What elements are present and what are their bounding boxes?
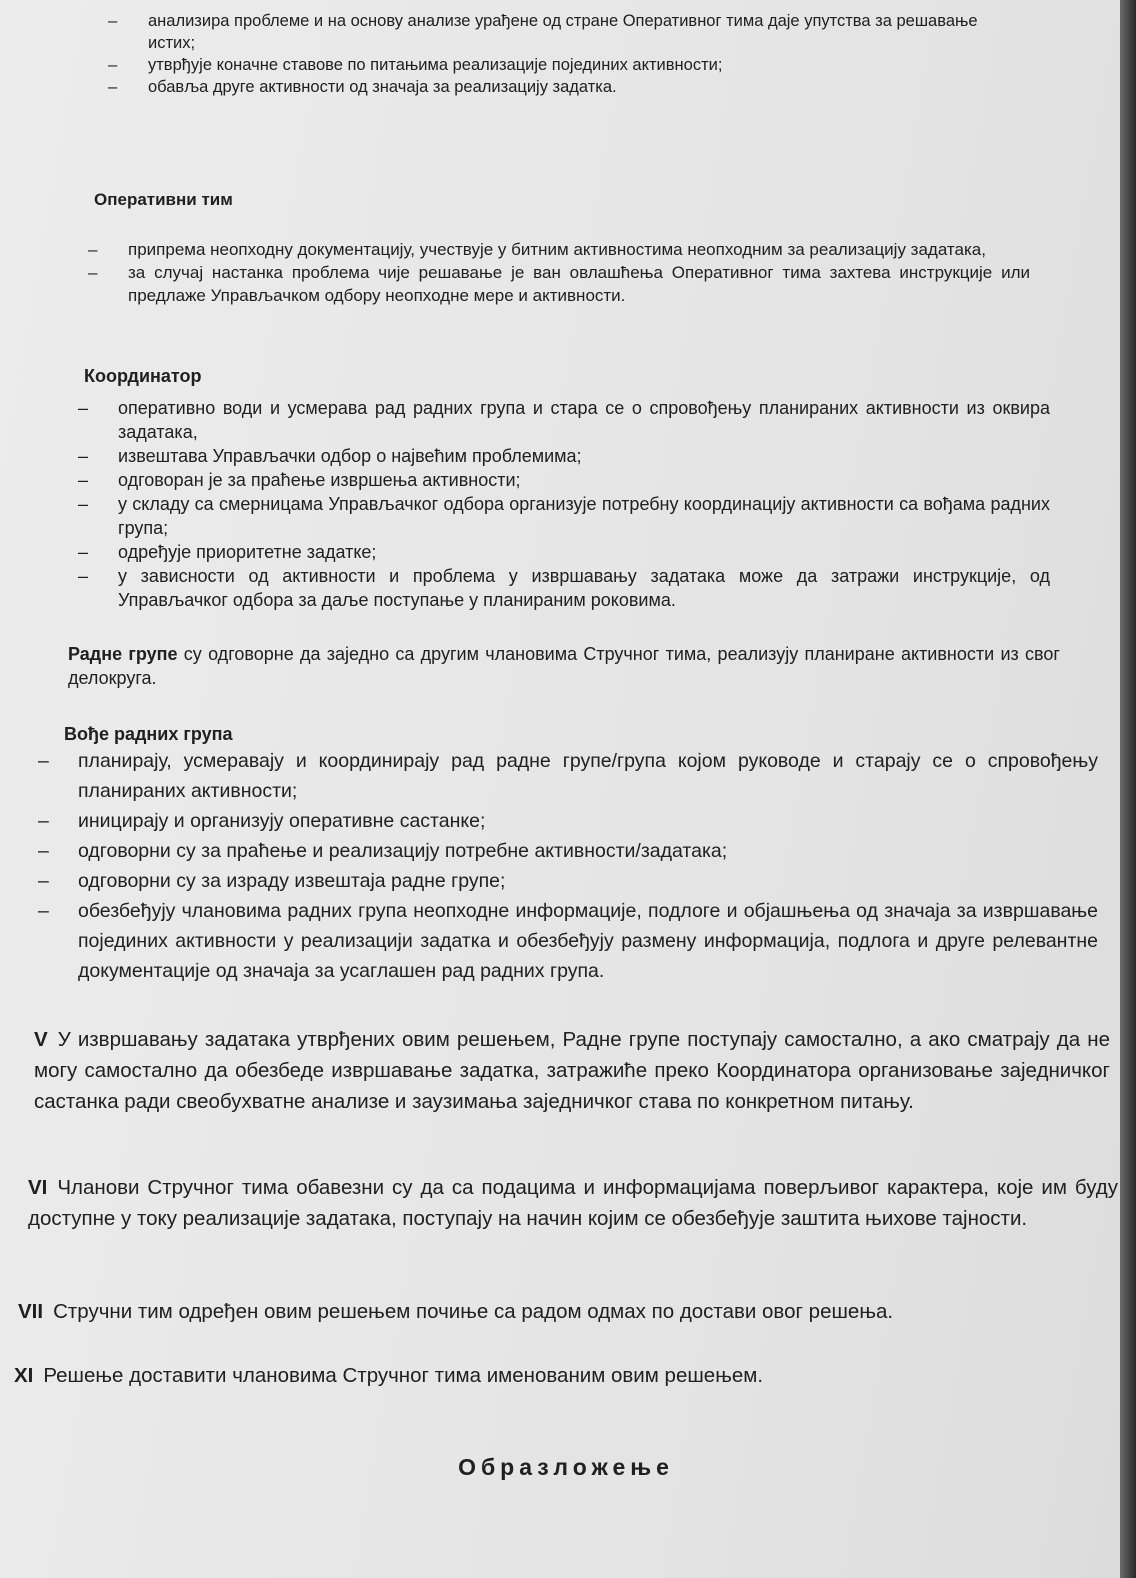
page-edge-shadow: [1120, 0, 1136, 1578]
vodje-heading: Вође радних група: [64, 724, 233, 744]
vodje-list: [30, 746, 1098, 986]
list-item: [70, 540, 1050, 564]
dash-bullet: –: [78, 398, 89, 418]
list-item-text: иницирају и организују оперативне састанке;: [78, 810, 486, 832]
dash-bullet: –: [88, 240, 98, 259]
list-item-text: одговорни су за израду извештаја радне групе;: [78, 870, 506, 892]
list-item-text: одговоран је за праћење извршења активности;: [118, 470, 521, 490]
list-item-text: анализира проблеме и на основу анализе урађене од стране Оперативног тима даје упутства за решавање истих;: [148, 12, 978, 52]
dash-bullet: –: [108, 56, 118, 74]
dash-bullet: –: [78, 470, 89, 490]
section-vi-text: Чланови Стручног тима обавезни су да са подацима и информацијама поверљивог карактера, које им буду доступне у току реализације задатака, поступају на начин којим се обезбеђује заштита њихове тајности.: [28, 1176, 1118, 1230]
list-item-text: у зависности од активности и проблема у извршавању задатака може да затражи инструкције, од Управљачког одбора за даље поступање у планираним роковима.: [118, 566, 1050, 610]
radne-grupe-paragraph: [68, 642, 1060, 690]
dash-bullet: –: [38, 840, 49, 862]
section-vii: [18, 1296, 1118, 1327]
section-vii-text: Стручни тим одређен овим решењем почиње са радом одмах по достави овог решења.: [53, 1300, 894, 1323]
list-item-text: обезбеђују члановима радних група неопходне информације, подлоге и објашњења од значаја за извршавање појединих активности у реализацији задатка и обезбеђују размену информација, подлога и друге релевантне документације од значаја за усаглашен рад радних група.: [78, 900, 1098, 982]
list-item-text: оперативно води и усмерава рад радних група и стара се о спровођењу планираних активности из оквира задатака,: [118, 398, 1050, 442]
list-item: [30, 836, 1098, 866]
obrazlozenje-heading: Образложење: [458, 1454, 674, 1480]
list-item: [100, 10, 1010, 54]
section-v: [34, 1024, 1110, 1117]
dash-bullet: –: [38, 750, 49, 772]
list-item-text: припрема неопходну документацију, учествује у битним активностима неопходним за реализацију задатака,: [128, 240, 986, 259]
operativni-heading: Оперативни тим: [94, 190, 233, 209]
list-item: [30, 896, 1098, 986]
top-list: [100, 10, 1010, 98]
operativni-list: [80, 238, 1030, 307]
dash-bullet: –: [78, 446, 89, 466]
section-v-text: У извршавању задатака утврђених овим решењем, Радне групе поступају самостално, а ако сматрају да не могу самостално да обезбеде извршавање задатка, затражиће преко Координатора организовање заједничког састанка ради свеобухватне анализе и заузимања заједничког става по конкретном питању.: [34, 1028, 1110, 1113]
list-item: [30, 806, 1098, 836]
list-item: [30, 866, 1098, 896]
dash-bullet: –: [78, 542, 89, 562]
list-item-text: за случај настанка проблема чије решавање је ван овлашћења Оперативног тима захтева инструкције или предлаже Управљачком одбору неопходне мере и активности.: [128, 263, 1030, 305]
list-item: [70, 396, 1050, 444]
section-vii-number: VII: [18, 1300, 44, 1323]
list-item: [100, 54, 1010, 76]
dash-bullet: –: [108, 78, 118, 96]
dash-bullet: –: [38, 900, 49, 922]
section-xi-number: XI: [14, 1364, 34, 1387]
section-v-number: V: [34, 1028, 48, 1051]
list-item: [70, 492, 1050, 540]
list-item-text: планирају, усмеравају и координирају рад радне групе/група којом руководе и старају се о спровођењу планираних активности;: [78, 750, 1098, 802]
dash-bullet: –: [38, 870, 49, 892]
list-item: [100, 76, 1010, 98]
list-item-text: одговорни су за праћење и реализацију потребне активности/задатака;: [78, 840, 728, 862]
list-item-text: извештава Управљачки одбор о највећим проблемима;: [118, 446, 582, 466]
list-item-text: утврђује коначне ставове по питањима реализације појединих активности;: [148, 56, 723, 74]
list-item: [70, 444, 1050, 468]
dash-bullet: –: [78, 566, 89, 586]
list-item-text: у складу са смерницама Управљачког одбора организује потребну координацију активности са вођама радних група;: [118, 494, 1050, 538]
section-xi-text: Решење доставити члановима Стручног тима именованим овим решењем.: [43, 1364, 764, 1387]
dash-bullet: –: [88, 263, 98, 282]
radne-grupe-lead: Радне групе: [68, 644, 178, 664]
section-vi: [28, 1172, 1118, 1234]
list-item: [80, 238, 1030, 261]
koordinator-list: [70, 396, 1050, 612]
list-item: [70, 468, 1050, 492]
section-vi-number: VI: [28, 1176, 48, 1199]
list-item-text: одређује приоритетне задатке;: [118, 542, 377, 562]
list-item-text: обавља друге активности од значаја за реализацију задатка.: [148, 78, 617, 96]
dash-bullet: –: [108, 12, 118, 30]
section-xi: [14, 1360, 1114, 1391]
list-item: [80, 261, 1030, 307]
list-item: [70, 564, 1050, 612]
dash-bullet: –: [38, 810, 49, 832]
koordinator-heading: Координатор: [84, 366, 202, 386]
dash-bullet: –: [78, 494, 89, 514]
radne-grupe-text: су одговорне да заједно са другим члановима Стручног тима, реализују планиране активности из свог делокруга.: [68, 644, 1060, 688]
list-item: [30, 746, 1098, 806]
